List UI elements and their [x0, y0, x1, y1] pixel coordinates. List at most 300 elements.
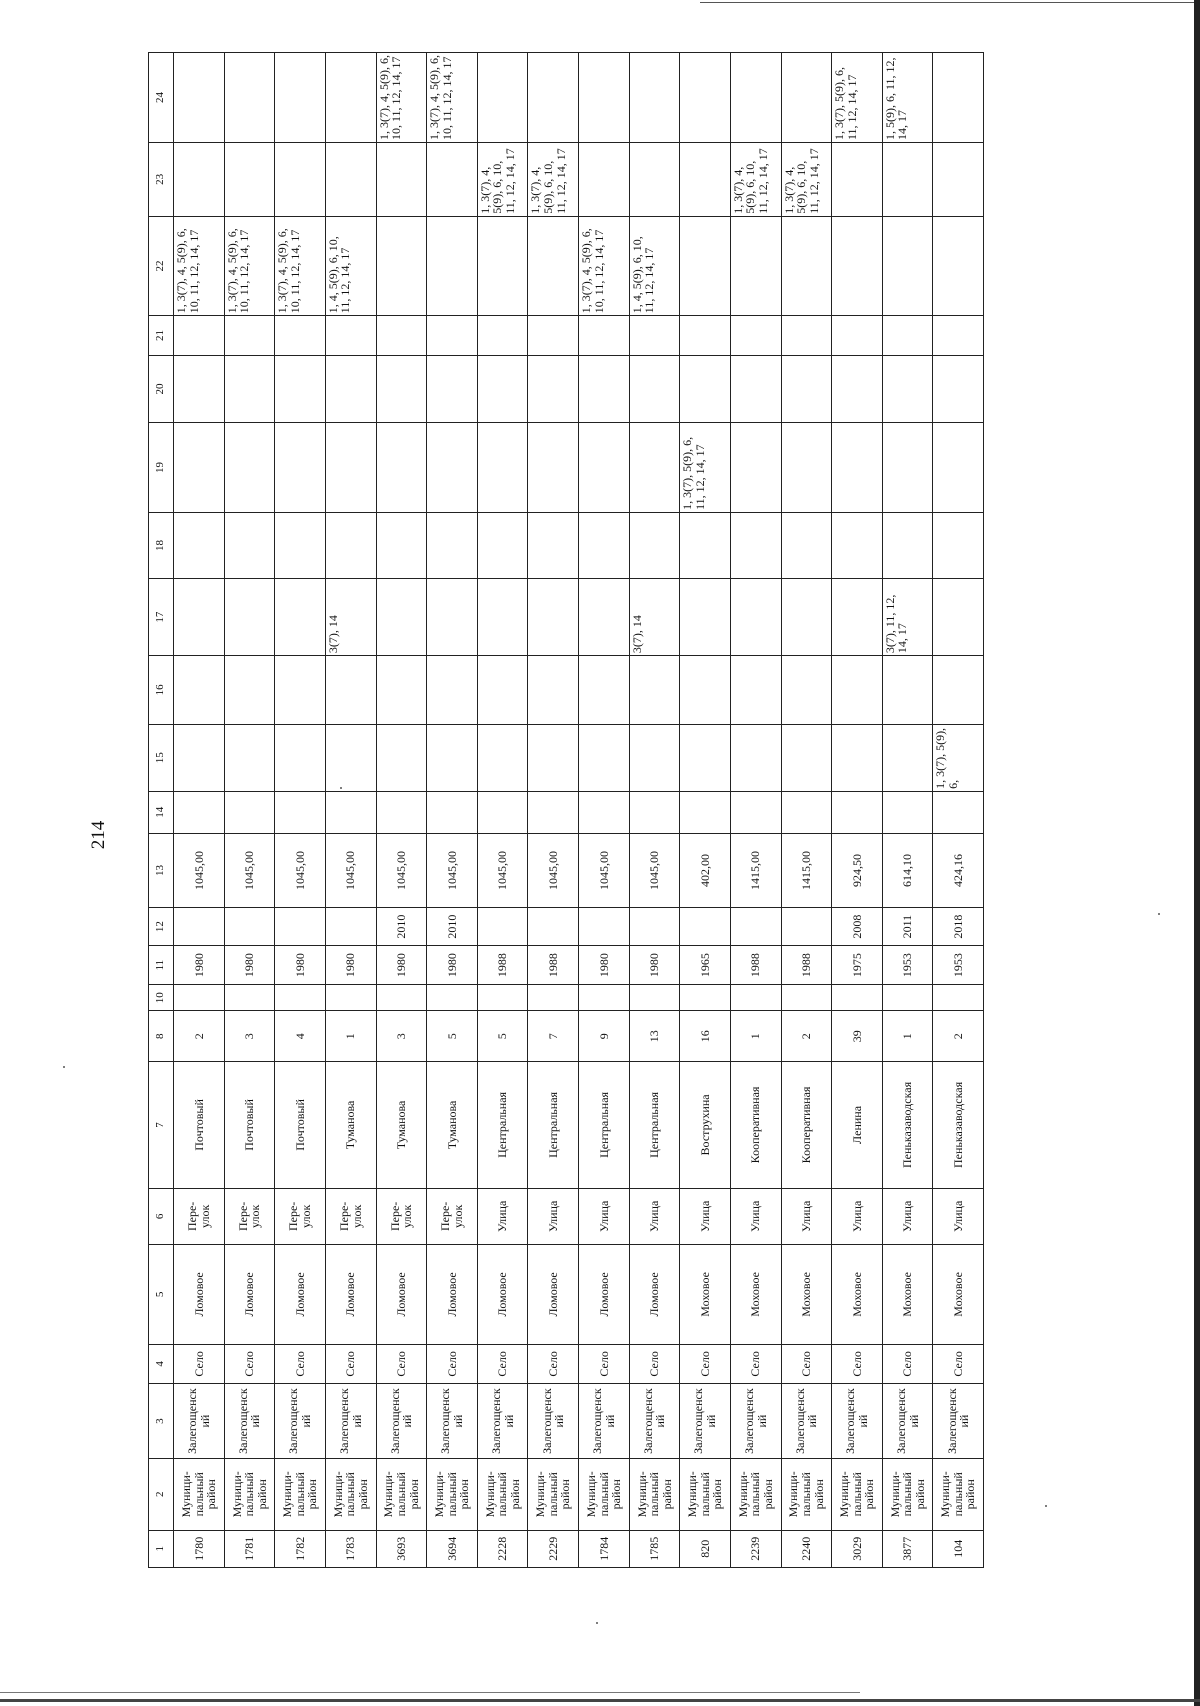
table-cell	[477, 355, 528, 422]
table-row	[325, 53, 376, 1568]
table-cell: 1785	[629, 1530, 680, 1567]
table-cell	[579, 355, 630, 422]
table-cell: 3693	[376, 1530, 427, 1567]
table-cell	[275, 512, 326, 578]
table-cell	[680, 656, 731, 724]
table-row	[882, 53, 933, 1568]
table-cell	[528, 316, 579, 356]
table-cell	[427, 423, 478, 513]
table-cell	[174, 724, 225, 791]
table-cell: Муници-пальный район	[882, 1458, 933, 1530]
table-cell: 1965	[680, 945, 731, 985]
table-cell: Село	[680, 1344, 731, 1384]
table-cell	[224, 143, 275, 217]
table-cell	[275, 791, 326, 833]
table-cell	[730, 724, 781, 791]
table-cell: 1	[882, 1011, 933, 1062]
table-row	[579, 53, 630, 1568]
table-cell	[427, 579, 478, 656]
table-cell: 1975	[832, 945, 883, 985]
column-header: 15	[149, 724, 174, 791]
table-cell	[781, 316, 832, 356]
table-cell	[224, 724, 275, 791]
table-cell: Ломовое	[325, 1245, 376, 1344]
column-header: 23	[149, 143, 174, 217]
table-cell: 1953	[933, 945, 984, 985]
table-cell: Ломовое	[579, 1245, 630, 1344]
table-cell	[427, 985, 478, 1011]
registry-table	[148, 52, 984, 1568]
table-cell	[629, 985, 680, 1011]
table-cell	[325, 53, 376, 143]
table-cell	[781, 355, 832, 422]
table-cell: 1980	[174, 945, 225, 985]
table-cell	[325, 908, 376, 945]
table-cell	[325, 316, 376, 356]
table-cell: Село	[933, 1344, 984, 1384]
table-row	[224, 53, 275, 1568]
table-cell	[933, 423, 984, 513]
table-cell: 1988	[528, 945, 579, 985]
table-cell: 1045,00	[477, 833, 528, 908]
table-cell: 13	[629, 1011, 680, 1062]
table-cell	[832, 985, 883, 1011]
table-cell: Пеньказаводская	[933, 1062, 984, 1188]
table-cell: 1045,00	[325, 833, 376, 908]
table-cell	[325, 656, 376, 724]
table-cell	[275, 355, 326, 422]
table-cell	[427, 355, 478, 422]
table-cell	[224, 791, 275, 833]
table-cell: 2008	[832, 908, 883, 945]
table-cell	[832, 216, 883, 315]
table-cell	[477, 216, 528, 315]
table-cell	[275, 423, 326, 513]
table-cell	[174, 908, 225, 945]
table-cell: 1415,00	[781, 833, 832, 908]
table-cell: 1045,00	[528, 833, 579, 908]
table-cell: 1781	[224, 1530, 275, 1567]
table-cell	[680, 908, 731, 945]
table-row	[680, 53, 731, 1568]
table-cell	[781, 656, 832, 724]
table-cell: 1, 3(7), 5(9), 6,	[933, 724, 984, 791]
table-cell	[781, 985, 832, 1011]
table-cell	[882, 724, 933, 791]
table-cell	[832, 316, 883, 356]
table-cell	[680, 143, 731, 217]
table-cell	[933, 355, 984, 422]
table-cell: Пере-улок	[376, 1188, 427, 1245]
table-cell: 1	[730, 1011, 781, 1062]
table-cell: 5	[477, 1011, 528, 1062]
table-cell	[579, 143, 630, 217]
column-header: 22	[149, 216, 174, 315]
table-cell	[528, 216, 579, 315]
table-cell	[680, 53, 731, 143]
table-cell	[579, 53, 630, 143]
table-body	[174, 53, 984, 1568]
table-cell	[224, 512, 275, 578]
table-cell: 1, 3(7), 4, 5(9), 6, 10, 11, 12, 14, 17	[781, 143, 832, 217]
table-cell: Село	[528, 1344, 579, 1384]
table-cell	[933, 656, 984, 724]
table-row	[275, 53, 326, 1568]
table-cell	[477, 316, 528, 356]
table-cell: Почтовый	[224, 1062, 275, 1188]
table-cell: Центральная	[579, 1062, 630, 1188]
table-cell	[781, 216, 832, 315]
table-cell: Туманова	[376, 1062, 427, 1188]
table-cell: 104	[933, 1530, 984, 1567]
scan-edge-right	[1194, 0, 1200, 1706]
table-cell	[174, 656, 225, 724]
table-cell: 1045,00	[427, 833, 478, 908]
table-cell: Центральная	[629, 1062, 680, 1188]
table-cell: Ломовое	[528, 1245, 579, 1344]
table-cell	[224, 908, 275, 945]
table-cell: 2018	[933, 908, 984, 945]
table-cell: Залегощенский	[528, 1384, 579, 1459]
table-row	[629, 53, 680, 1568]
table-cell	[730, 423, 781, 513]
table-cell: 3029	[832, 1530, 883, 1567]
table-cell: 1, 3(7), 4, 5(9), 6, 10, 11, 12, 14, 17	[174, 216, 225, 315]
table-cell: Кооперативная	[730, 1062, 781, 1188]
table-cell: 2	[174, 1011, 225, 1062]
table-cell	[477, 985, 528, 1011]
table-cell	[781, 791, 832, 833]
table-cell	[933, 143, 984, 217]
table-cell	[528, 355, 579, 422]
column-header: 10	[149, 985, 174, 1011]
table-cell: Моховое	[781, 1245, 832, 1344]
table-cell	[781, 908, 832, 945]
table-cell	[528, 423, 579, 513]
table-cell	[680, 791, 731, 833]
table-cell: 1980	[224, 945, 275, 985]
table-cell: Центральная	[528, 1062, 579, 1188]
table-cell	[882, 656, 933, 724]
table-cell	[933, 579, 984, 656]
table-cell	[224, 656, 275, 724]
table-cell: Пере-улок	[427, 1188, 478, 1245]
table-cell: 3694	[427, 1530, 478, 1567]
column-header: 19	[149, 423, 174, 513]
table-cell	[528, 985, 579, 1011]
column-header: 6	[149, 1188, 174, 1245]
scan-edge-bottom	[0, 1699, 1200, 1702]
table-cell: Центральная	[477, 1062, 528, 1188]
table-cell: Муници-пальный район	[477, 1458, 528, 1530]
table-cell: Село	[781, 1344, 832, 1384]
table-cell	[933, 791, 984, 833]
table-cell	[680, 985, 731, 1011]
scan-speck	[1158, 913, 1160, 915]
table-cell: 1980	[376, 945, 427, 985]
table-cell: 4	[275, 1011, 326, 1062]
table-header-row	[149, 53, 174, 1568]
column-header: 7	[149, 1062, 174, 1188]
table-cell	[174, 423, 225, 513]
table-cell: Муници-пальный район	[730, 1458, 781, 1530]
table-cell: Улица	[629, 1188, 680, 1245]
table-cell: Улица	[680, 1188, 731, 1245]
table-cell: Залегощенский	[680, 1384, 731, 1459]
table-cell	[477, 423, 528, 513]
table-cell	[376, 512, 427, 578]
table-cell	[325, 985, 376, 1011]
table-cell: Залегощенский	[427, 1384, 478, 1459]
table-cell: 1, 3(7), 4, 5(9), 6, 10, 11, 12, 14, 17	[427, 53, 478, 143]
table-cell: Село	[325, 1344, 376, 1384]
table-cell	[832, 791, 883, 833]
table-cell: Муници-пальный район	[933, 1458, 984, 1530]
table-cell: Залегощенский	[933, 1384, 984, 1459]
table-cell	[477, 908, 528, 945]
table-cell: Село	[224, 1344, 275, 1384]
table-cell	[629, 355, 680, 422]
table-cell	[781, 724, 832, 791]
table-cell: Село	[579, 1344, 630, 1384]
table-cell	[224, 316, 275, 356]
table-cell	[325, 143, 376, 217]
table-cell: Почтовый	[275, 1062, 326, 1188]
table-cell	[224, 53, 275, 143]
table-cell: 1, 4, 5(9), 6, 10, 11, 12, 14, 17	[325, 216, 376, 315]
table-cell	[933, 53, 984, 143]
table-cell	[680, 512, 731, 578]
table-cell: Пере-улок	[275, 1188, 326, 1245]
table-cell	[629, 53, 680, 143]
table-cell: Залегощенский	[174, 1384, 225, 1459]
table-cell: 1, 5(9), 6, 11, 12, 14, 17	[882, 53, 933, 143]
table-cell	[325, 724, 376, 791]
table-cell: Ломовое	[629, 1245, 680, 1344]
column-header: 3	[149, 1384, 174, 1459]
table-cell	[528, 656, 579, 724]
table-cell: 1980	[427, 945, 478, 985]
table-cell	[376, 791, 427, 833]
table-cell	[477, 724, 528, 791]
table-cell: 1045,00	[275, 833, 326, 908]
table-cell: 924,50	[832, 833, 883, 908]
table-cell: 1, 3(7), 4, 5(9), 6, 10, 11, 12, 14, 17	[376, 53, 427, 143]
table-cell: Кооперативная	[781, 1062, 832, 1188]
table-cell: 1, 3(7), 4, 5(9), 6, 10, 11, 12, 14, 17	[730, 143, 781, 217]
table-cell	[629, 908, 680, 945]
table-cell	[579, 724, 630, 791]
rotated-table-wrapper	[148, 52, 984, 1568]
table-cell: 1980	[579, 945, 630, 985]
table-cell	[680, 355, 731, 422]
table-cell: 1, 3(7), 5(9), 6, 11, 12, 14, 17	[832, 53, 883, 143]
table-cell	[730, 908, 781, 945]
table-row	[781, 53, 832, 1568]
table-cell	[579, 656, 630, 724]
table-cell: Залегощенский	[579, 1384, 630, 1459]
table-cell	[275, 985, 326, 1011]
table-cell	[528, 908, 579, 945]
table-cell	[579, 423, 630, 513]
column-header: 2	[149, 1458, 174, 1530]
table-cell	[832, 724, 883, 791]
table-cell: Село	[882, 1344, 933, 1384]
table-cell: 1045,00	[629, 833, 680, 908]
table-cell: Ломовое	[376, 1245, 427, 1344]
table-cell	[376, 355, 427, 422]
column-header: 12	[149, 908, 174, 945]
table-cell	[325, 791, 376, 833]
table-cell	[629, 423, 680, 513]
table-cell	[832, 656, 883, 724]
column-header: 24	[149, 53, 174, 143]
table-cell: 1, 3(7), 4, 5(9), 6, 10, 11, 12, 14, 17	[477, 143, 528, 217]
table-cell	[882, 791, 933, 833]
table-cell	[730, 53, 781, 143]
table-cell: 2011	[882, 908, 933, 945]
table-cell	[933, 216, 984, 315]
table-cell: 614,10	[882, 833, 933, 908]
table-cell: Ломовое	[174, 1245, 225, 1344]
table-cell: 1045,00	[376, 833, 427, 908]
table-cell	[629, 724, 680, 791]
table-cell: Муници-пальный район	[579, 1458, 630, 1530]
table-cell: Залегощенский	[832, 1384, 883, 1459]
table-cell	[376, 143, 427, 217]
table-cell: Село	[477, 1344, 528, 1384]
scan-speck	[63, 1066, 65, 1068]
table-cell: Село	[275, 1344, 326, 1384]
table-cell: Залегощенский	[325, 1384, 376, 1459]
table-cell	[882, 355, 933, 422]
table-cell	[730, 216, 781, 315]
table-cell: 1, 3(7), 5(9), 6, 11, 12, 14, 17	[680, 423, 731, 513]
table-cell: Муници-пальный район	[427, 1458, 478, 1530]
table-cell	[933, 985, 984, 1011]
table-cell	[579, 985, 630, 1011]
table-cell	[427, 724, 478, 791]
table-cell	[275, 143, 326, 217]
table-cell: 1988	[477, 945, 528, 985]
table-cell: 424,16	[933, 833, 984, 908]
table-cell	[427, 143, 478, 217]
column-header: 11	[149, 945, 174, 985]
table-cell: 1988	[781, 945, 832, 985]
column-header: 1	[149, 1530, 174, 1567]
table-cell	[275, 316, 326, 356]
table-cell	[325, 355, 376, 422]
table-cell	[275, 656, 326, 724]
table-cell: Моховое	[832, 1245, 883, 1344]
table-cell	[427, 656, 478, 724]
table-cell: Туманова	[427, 1062, 478, 1188]
table-cell	[629, 512, 680, 578]
table-cell: Муници-пальный район	[680, 1458, 731, 1530]
table-cell: Улица	[528, 1188, 579, 1245]
table-cell	[275, 724, 326, 791]
table-cell: 9	[579, 1011, 630, 1062]
table-cell	[882, 512, 933, 578]
table-cell	[477, 791, 528, 833]
table-cell	[224, 985, 275, 1011]
table-cell	[882, 423, 933, 513]
table-cell: 2228	[477, 1530, 528, 1567]
column-header: 18	[149, 512, 174, 578]
table-cell: 1953	[882, 945, 933, 985]
table-cell	[781, 423, 832, 513]
table-cell: 1	[325, 1011, 376, 1062]
table-cell	[275, 53, 326, 143]
table-cell	[376, 579, 427, 656]
table-cell	[528, 724, 579, 791]
table-cell	[781, 579, 832, 656]
table-cell	[427, 216, 478, 315]
page-number: 214	[88, 820, 109, 850]
table-row	[477, 53, 528, 1568]
table-cell: Ломовое	[477, 1245, 528, 1344]
table-cell	[579, 791, 630, 833]
column-header: 5	[149, 1245, 174, 1344]
table-cell	[427, 316, 478, 356]
table-cell: Улица	[933, 1188, 984, 1245]
table-row	[427, 53, 478, 1568]
table-cell	[376, 656, 427, 724]
table-cell	[680, 724, 731, 791]
table-cell: Село	[427, 1344, 478, 1384]
table-cell	[730, 656, 781, 724]
table-cell: 7	[528, 1011, 579, 1062]
table-cell: 1782	[275, 1530, 326, 1567]
column-header: 13	[149, 833, 174, 908]
table-cell: Село	[174, 1344, 225, 1384]
column-header: 4	[149, 1344, 174, 1384]
table-cell	[376, 985, 427, 1011]
table-cell	[730, 316, 781, 356]
table-cell: Моховое	[730, 1245, 781, 1344]
table-cell: Пере-улок	[224, 1188, 275, 1245]
table-cell	[579, 579, 630, 656]
table-row	[933, 53, 984, 1568]
table-cell: 1, 3(7), 4, 5(9), 6, 10, 11, 12, 14, 17	[275, 216, 326, 315]
table-cell	[174, 985, 225, 1011]
table-cell: 1045,00	[579, 833, 630, 908]
table-cell: 1, 3(7), 4, 5(9), 6, 10, 11, 12, 14, 17	[528, 143, 579, 217]
table-cell: Село	[629, 1344, 680, 1384]
table-cell: Улица	[832, 1188, 883, 1245]
table-cell	[174, 579, 225, 656]
table-cell	[882, 216, 933, 315]
table-cell: Село	[376, 1344, 427, 1384]
table-cell	[174, 143, 225, 217]
table-cell: 1, 4, 5(9), 6, 10, 11, 12, 14, 17	[629, 216, 680, 315]
table-cell: 2240	[781, 1530, 832, 1567]
table-row	[376, 53, 427, 1568]
table-cell: Пеньказаводская	[882, 1062, 933, 1188]
table-cell	[629, 143, 680, 217]
table-row	[832, 53, 883, 1568]
table-cell: Пере-улок	[174, 1188, 225, 1245]
table-cell	[629, 656, 680, 724]
scan-speck	[1045, 1505, 1047, 1507]
table-cell	[882, 143, 933, 217]
table-cell	[477, 512, 528, 578]
table-cell	[528, 791, 579, 833]
table-cell: Моховое	[933, 1245, 984, 1344]
table-cell: 1045,00	[174, 833, 225, 908]
table-cell: 1, 3(7), 4, 5(9), 6, 10, 11, 12, 14, 17	[224, 216, 275, 315]
table-cell: Залегощенский	[882, 1384, 933, 1459]
